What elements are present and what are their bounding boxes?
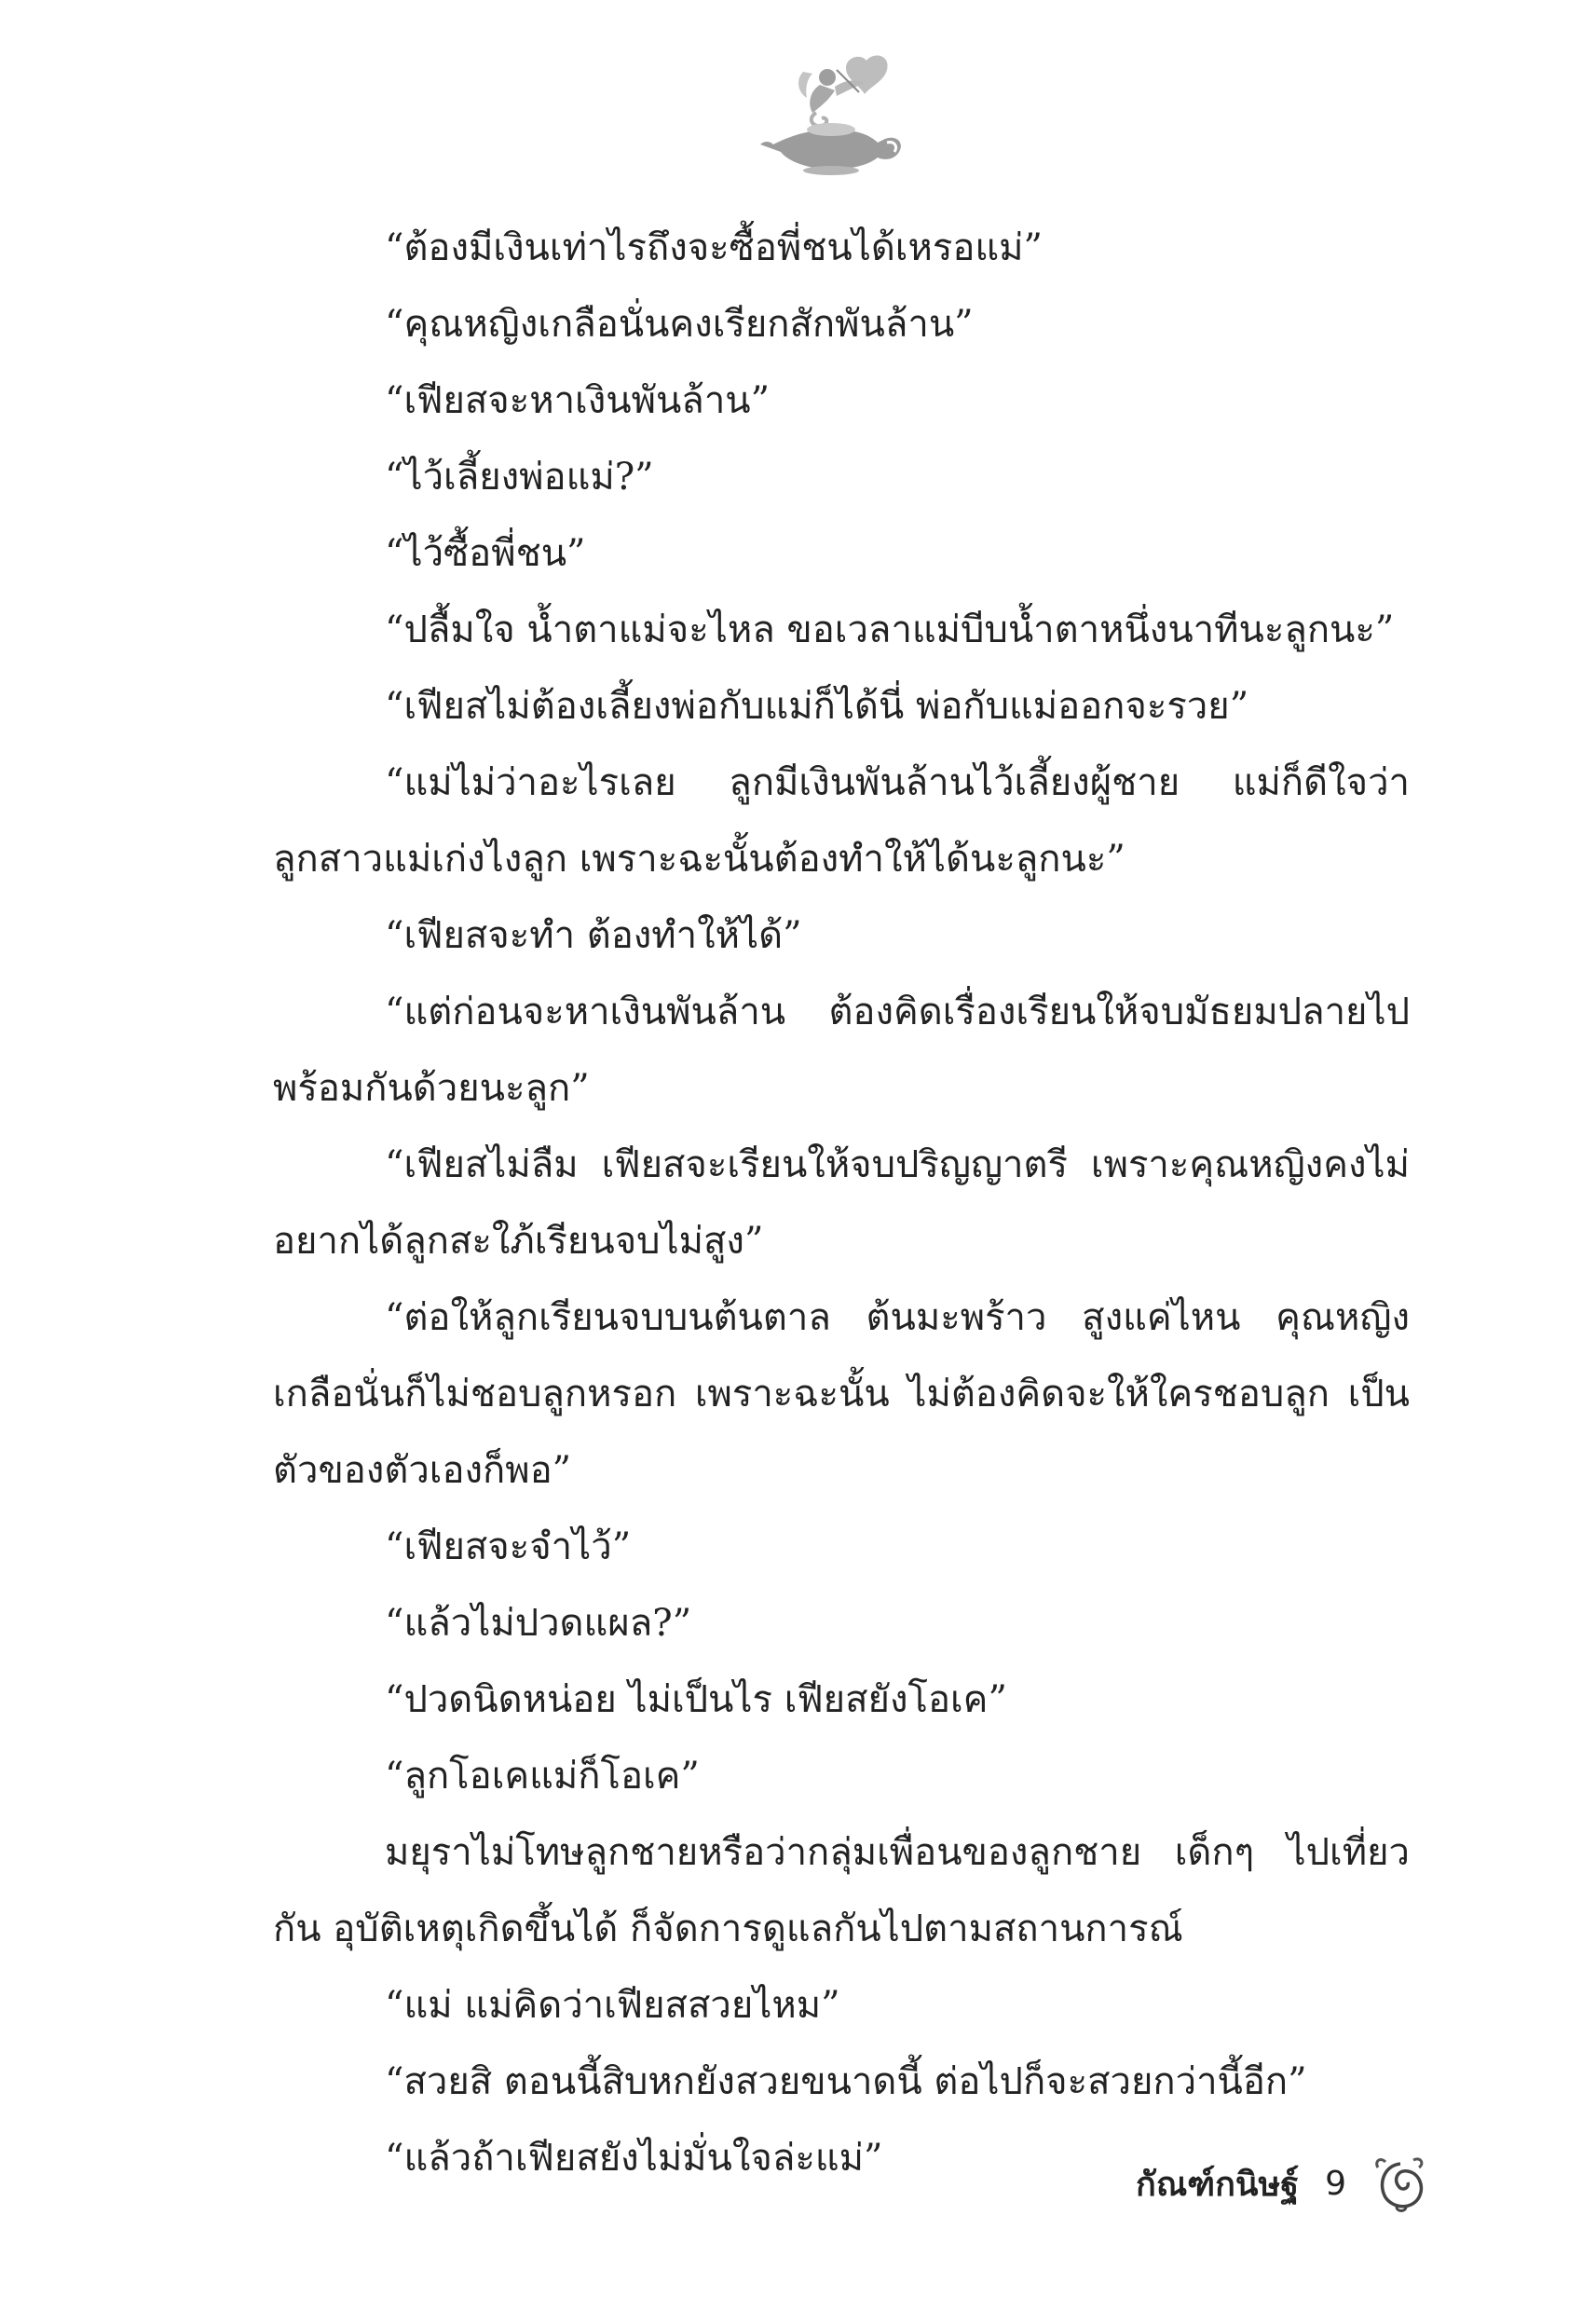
paragraph: “ลูกโอเคแม่ก็โอเค” [385, 1755, 700, 1798]
paragraph: “สวยสิ ตอนนี้สิบหกยังสวยขนาดนี้ ต่อไปก็จะสวยกว่านี้อีก” [385, 2060, 1307, 2103]
book-title: กัณฑ์กนิษฐ์ [1136, 2165, 1300, 2204]
page-footer [1136, 2153, 1428, 2214]
paragraph: “เฟียสจะจำไว้” [385, 1525, 632, 1568]
paragraph: “แล้วถ้าเฟียสยังไม่มั่นใจล่ะแม่” [385, 2137, 883, 2180]
paragraph: “แล้วไม่ปวดแผล?” [385, 1602, 692, 1645]
paragraph: “ปลื้มใจ น้ำตาแม่จะไหล ขอเวลาแม่บีบน้ำตาหนึ่งนาทีนะลูกนะ” [385, 609, 1395, 651]
paragraph: “เฟียสไม่ลืม เฟียสจะเรียนให้จบปริญญาตรี เพราะคุณหญิงคงไม่อยากได้ลูกสะใภ้เรียนจบไม่สูง” [273, 1143, 1410, 1263]
paragraph: “เฟียสจะหาเงินพันล้าน” [385, 379, 771, 422]
paragraph: “แม่ แม่คิดว่าเฟียสสวยไหม” [385, 1984, 840, 2027]
paragraph: “ปวดนิดหน่อย ไม่เป็นไร เฟียสยังโอเค” [385, 1678, 1007, 1721]
paragraph: “ไว้ซื้อพี่ชน” [385, 532, 586, 575]
paragraph: “แม่ไม่ว่าอะไรเลย ลูกมีเงินพันล้านไว้เลี้ยงผู้ชาย แม่ก็ดีใจว่าลูกสาวแม่เก่งไงลูก เพราะฉะนั้นต้องทำให้ได้นะลูกนะ” [273, 761, 1410, 881]
page-number: 9 [1325, 2164, 1346, 2203]
paragraph: “แต่ก่อนจะหาเงินพันล้าน ต้องคิดเรื่องเรียนให้จบมัธยมปลายไปพร้อมกันด้วยนะลูก” [273, 991, 1410, 1110]
paragraph: “ต่อให้ลูกเรียนจบบนต้นตาล ต้นมะพร้าว สูงแค่ไหน คุณหญิงเกลือนั่นก็ไม่ชอบลูกหรอก เพราะฉะนั้น ไม่ต้องคิดจะให้ใครชอบลูก เป็นตัวของตัวเองก็พอ” [273, 1296, 1410, 1492]
paragraph: “ไว้เลี้ยงพ่อแม่?” [385, 456, 654, 499]
swirl-heart-ornament-icon [1372, 2153, 1428, 2214]
paragraph: “คุณหญิงเกลือนั่นคงเรียกสักพันล้าน” [385, 303, 974, 346]
paragraph: “เฟียสจะทำ ต้องทำให้ได้” [385, 914, 802, 957]
story-text [273, 210, 1410, 2196]
genie-lamp-cupid-icon [755, 51, 913, 177]
paragraph: มยุราไม่โทษลูกชายหรือว่ากลุ่มเพื่อนของลูกชาย เด็กๆ ไปเที่ยวกัน อุบัติเหตุเกิดขึ้นได้ ก็จัดการดูแลกันไปตามสถานการณ์ [273, 1831, 1410, 1950]
paragraph: “เฟียสไม่ต้องเลี้ยงพ่อกับแม่ก็ได้นี่ พ่อกับแม่ออกจะรวย” [385, 685, 1249, 728]
paragraph: “ต้องมีเงินเท่าไรถึงจะซื้อพี่ชนได้เหรอแม่” [385, 226, 1043, 269]
